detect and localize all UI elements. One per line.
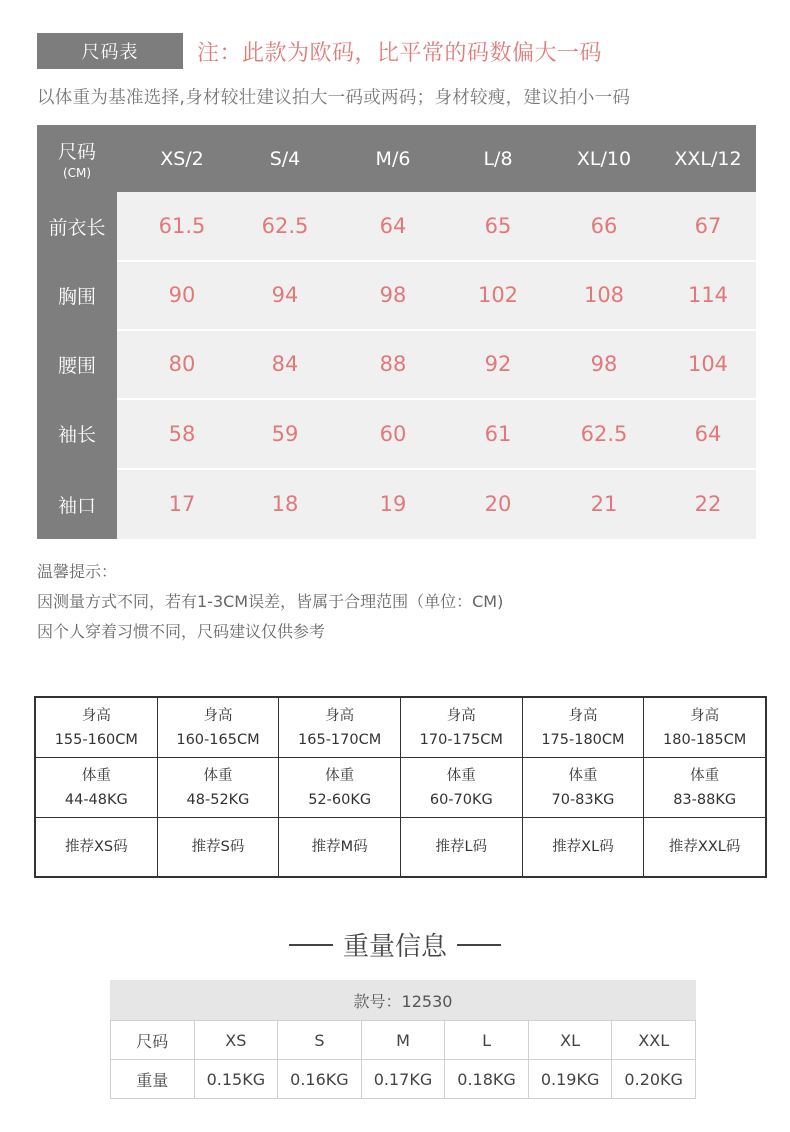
recommended-size: 推荐S码 <box>157 818 279 877</box>
height-range: 170-175CM <box>419 731 503 748</box>
recommended-size: 推荐XS码 <box>36 818 158 877</box>
row-divider <box>117 329 756 331</box>
weight-table-weight: 0.18KG <box>445 1060 529 1099</box>
weight-info-title: 重量信息 <box>342 932 447 962</box>
measurement-value: 62.5 <box>580 421 628 446</box>
height-label: 身高 <box>690 707 720 724</box>
size-chart-header <box>37 33 602 69</box>
height-label: 身高 <box>446 707 476 724</box>
tips-line-1: 因测量方式不同，若有1-3CM误差，皆属于合理范围（单位：CM) <box>37 592 504 611</box>
size-header-5: XL/10 <box>576 147 632 170</box>
measurement-label-3: 腰围 <box>57 354 96 377</box>
weight-table-size: XL <box>528 1021 612 1060</box>
recommended-size: 推荐XXL码 <box>644 818 766 877</box>
size-chart-title: 尺码表 <box>37 33 183 69</box>
measurement-value: 104 <box>687 352 729 376</box>
size-header-3: M/6 <box>375 147 411 170</box>
weight-info-heading <box>0 926 790 963</box>
measurement-value: 22 <box>694 492 722 516</box>
size-table <box>37 125 756 539</box>
corner-label: 尺码 <box>57 141 96 163</box>
height-cell <box>522 698 644 758</box>
weight-label: 体重 <box>325 767 355 784</box>
recommended-size: 推荐M码 <box>279 818 401 877</box>
height-range: 160-165CM <box>176 731 260 748</box>
weight-table-weight: 0.17KG <box>361 1060 445 1099</box>
measurement-label-1: 前衣长 <box>48 216 106 239</box>
weight-table-weight: 0.16KG <box>278 1060 362 1099</box>
height-cell <box>157 698 279 758</box>
weight-table-size-label: 尺码 <box>111 1021 195 1060</box>
height-range: 165-170CM <box>298 731 382 748</box>
height-label: 身高 <box>203 707 233 724</box>
row-divider <box>117 468 756 470</box>
weight-range: 70-83KG <box>551 791 615 808</box>
measurement-value: 67 <box>694 214 722 238</box>
size-table-corner <box>37 125 117 192</box>
measurement-value: 98 <box>590 352 618 376</box>
weight-table-weight: 0.19KG <box>528 1060 612 1099</box>
weight-table-size: L <box>445 1021 529 1060</box>
tips <box>37 557 503 647</box>
height-range: 155-160CM <box>54 731 138 748</box>
measurement-value: 108 <box>583 283 625 307</box>
measurement-value: 88 <box>379 352 407 376</box>
weight-table-weight: 0.15KG <box>194 1060 278 1099</box>
weight-label: 体重 <box>81 767 111 784</box>
measurement-value: 66 <box>590 214 618 238</box>
weight-range: 44-48KG <box>64 791 128 808</box>
weight-cell <box>400 758 522 818</box>
measurement-value: 90 <box>168 283 196 307</box>
measurement-value: 58 <box>168 421 196 446</box>
row-divider <box>117 398 756 400</box>
size-header-6: XXL/12 <box>674 147 742 170</box>
weight-table-weight: 0.20KG <box>612 1060 696 1099</box>
sizing-advice: 以体重为基准选择,身材较壮建议拍大一码或两码；身材较瘦，建议拍小一码 <box>37 88 631 108</box>
recommendation-table <box>34 696 767 878</box>
weight-range: 60-70KG <box>429 791 493 808</box>
weight-cell <box>522 758 644 818</box>
weight-table-size: XXL <box>612 1021 696 1060</box>
measurement-value: 80 <box>168 352 196 376</box>
weight-table-size: S <box>278 1021 362 1060</box>
recommendation-row-size <box>36 818 766 877</box>
measurement-label-2: 胸围 <box>57 285 96 308</box>
weight-label: 体重 <box>690 767 720 784</box>
weight-label: 体重 <box>568 767 598 784</box>
measurement-value: 84 <box>271 352 299 376</box>
tips-title: 温馨提示： <box>37 562 118 581</box>
weight-table-size-row <box>111 1021 696 1060</box>
weight-table-size: XS <box>194 1021 278 1060</box>
measurement-value: 21 <box>590 492 618 516</box>
measurement-value: 62.5 <box>261 214 309 238</box>
recommendation-row-height <box>36 698 766 758</box>
weight-cell <box>36 758 158 818</box>
measurement-value: 61 <box>484 421 512 446</box>
height-label: 身高 <box>81 707 111 724</box>
measurement-value: 59 <box>271 421 299 446</box>
row-divider <box>117 260 756 262</box>
measurement-value: 19 <box>379 492 407 516</box>
measurement-value: 65 <box>484 214 512 238</box>
measurement-value: 64 <box>379 214 407 238</box>
weight-range: 52-60KG <box>308 791 372 808</box>
heading-dash-left <box>289 944 333 946</box>
weight-cell <box>279 758 401 818</box>
measurement-value: 114 <box>687 283 729 307</box>
measurement-value: 17 <box>168 492 196 516</box>
weight-table-weight-label: 重量 <box>111 1060 195 1099</box>
recommended-size: 推荐XL码 <box>522 818 644 877</box>
weight-label: 体重 <box>446 767 476 784</box>
height-label: 身高 <box>568 707 598 724</box>
weight-label: 体重 <box>203 767 233 784</box>
height-cell <box>644 698 766 758</box>
measurement-value: 102 <box>477 283 519 307</box>
height-cell <box>279 698 401 758</box>
corner-unit: (CM) <box>62 166 92 180</box>
recommendation-row-weight <box>36 758 766 818</box>
measurement-value: 60 <box>379 421 407 446</box>
measurement-label-4: 袖长 <box>57 424 96 446</box>
weight-cell <box>157 758 279 818</box>
height-cell <box>400 698 522 758</box>
size-header-4: L/8 <box>483 147 513 170</box>
weight-table-weight-row <box>111 1060 696 1099</box>
height-range: 180-185CM <box>663 731 747 748</box>
size-header-2: S/4 <box>269 147 301 170</box>
measurement-value: 61.5 <box>158 214 206 238</box>
measurement-value: 18 <box>271 492 299 516</box>
style-number: 款号：12530 <box>110 980 696 1020</box>
weight-range: 83-88KG <box>673 791 737 808</box>
weight-cell <box>644 758 766 818</box>
measurement-value: 64 <box>694 421 722 446</box>
height-cell <box>36 698 158 758</box>
height-range: 175-180CM <box>541 731 625 748</box>
size-header-1: XS/2 <box>160 147 204 170</box>
measurement-value: 98 <box>379 283 407 307</box>
measurement-value: 94 <box>271 283 299 307</box>
measurement-value: 20 <box>484 492 512 516</box>
height-label: 身高 <box>325 707 355 724</box>
weight-range: 48-52KG <box>186 791 250 808</box>
tips-line-2: 因个人穿着习惯不同，尺码建议仅供参考 <box>37 622 326 641</box>
recommended-size: 推荐L码 <box>400 818 522 877</box>
weight-table <box>110 980 696 1098</box>
measurement-value: 92 <box>484 352 512 376</box>
measurement-label-5: 袖口 <box>57 494 96 517</box>
heading-dash-right <box>457 944 501 946</box>
weight-table-size: M <box>361 1021 445 1060</box>
sizing-note: 注：此款为欧码，比平常的码数偏大一码 <box>197 40 603 66</box>
